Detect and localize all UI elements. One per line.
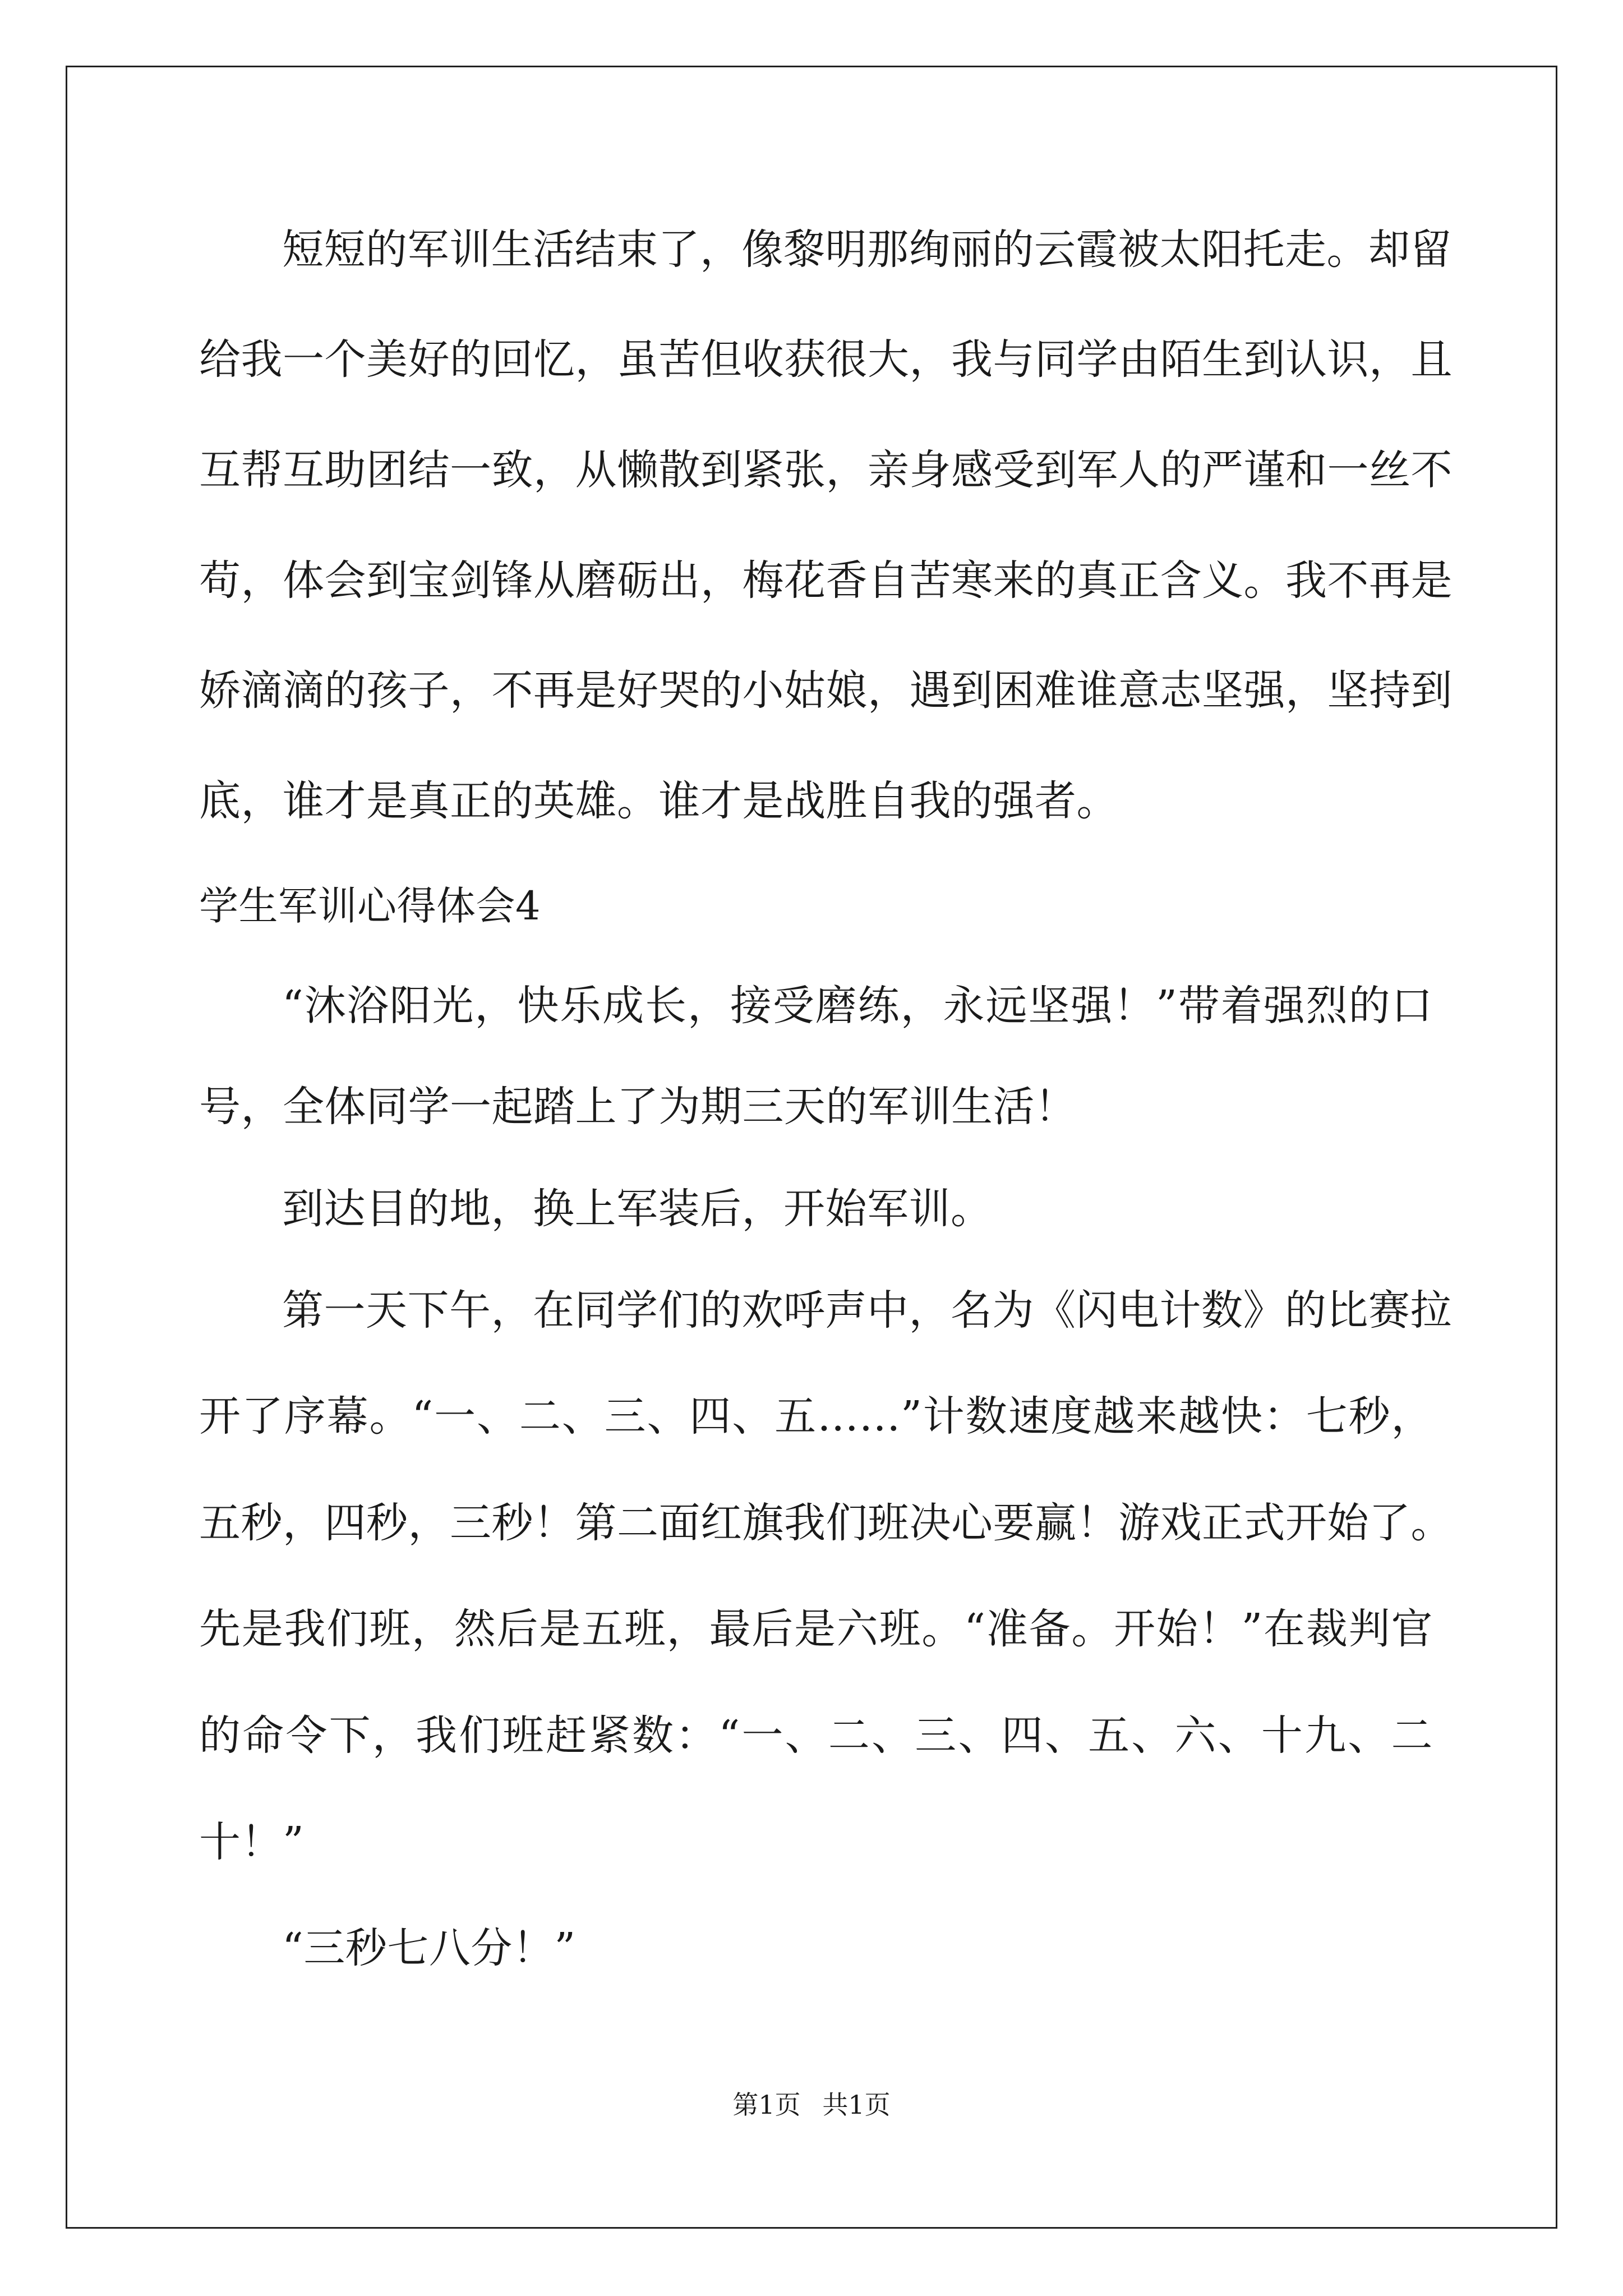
text-line: 五秒，四秒，三秒！第二面红旗我们班决心要赢！游戏正式开始了。 bbox=[199, 1499, 1453, 1547]
page-total: 共1页 bbox=[822, 2090, 891, 2120]
text-line: 号，全体同学一起踏上了为期三天的军训生活！ bbox=[199, 1083, 1077, 1131]
text-line: 底，谁才是真正的英雄。谁才是战胜自我的强者。 bbox=[199, 777, 1118, 825]
text-line: “沐浴阳光，快乐成长，接受磨练，永远坚强！”带着强烈的口 bbox=[282, 982, 1433, 1030]
page-number: 第1页 bbox=[732, 2090, 801, 2120]
text-line: 第一天下午，在同学们的欢呼声中，名为《闪电计数》的比赛拉 bbox=[282, 1286, 1452, 1335]
text-line: 开了序幕。“一、二、三、四、五……”计数速度越来越快：七秒， bbox=[199, 1392, 1433, 1441]
text-line: 娇滴滴的孩子，不再是好哭的小姑娘，遇到困难谁意志坚强，坚持到 bbox=[199, 666, 1453, 715]
text-line: 互帮互助团结一致，从懒散到紧张，亲身感受到军人的严谨和一丝不 bbox=[199, 446, 1453, 494]
text-line: 短短的军训生活结束了，像黎明那绚丽的云霞被太阳托走。却留 bbox=[282, 226, 1452, 274]
text-line: 到达目的地，换上军装后，开始军训。 bbox=[282, 1185, 993, 1233]
text-line: “三秒七八分！” bbox=[282, 1924, 576, 1972]
text-line: 十！” bbox=[199, 1818, 305, 1866]
page-footer bbox=[0, 2088, 1623, 2122]
text-line: 给我一个美好的回忆，虽苦但收获很大，我与同学由陌生到认识，且 bbox=[199, 335, 1453, 384]
text-line: 苟，体会到宝剑锋从磨砺出，梅花香自苦寒来的真正含义。我不再是 bbox=[199, 556, 1453, 605]
text-line: 的命令下，我们班赶紧数：“一、二、三、四、五、六、十九、二 bbox=[199, 1711, 1433, 1760]
section-heading: 学生军训心得体会4 bbox=[199, 883, 541, 929]
text-line: 先是我们班，然后是五班，最后是六班。“准备。开始！”在裁判官 bbox=[199, 1605, 1433, 1653]
